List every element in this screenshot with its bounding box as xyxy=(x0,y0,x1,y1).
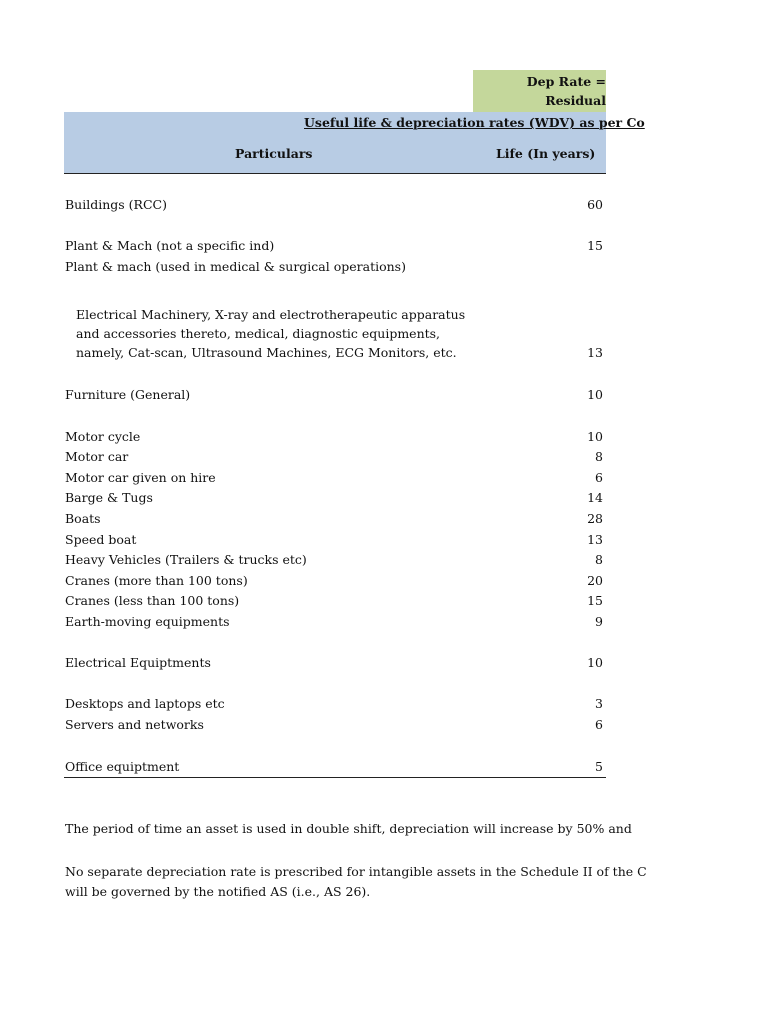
table-row: Cranes (less than 100 tons) xyxy=(65,593,240,608)
table-bottom-border xyxy=(64,777,606,778)
table-row: Heavy Vehicles (Trailers & trucks etc) xyxy=(65,552,307,567)
table-row: Plant & mach (used in medical & surgical operations) xyxy=(65,259,406,274)
row-life: 6 xyxy=(595,470,603,485)
row-life: 20 xyxy=(587,573,603,588)
table-title: Useful life & depreciation rates (WDV) as per Co xyxy=(304,115,645,130)
dep-rate-cell xyxy=(473,70,606,112)
table-row: Electrical Machinery, X-ray and electrotherapeutic apparatus xyxy=(76,307,466,322)
row-life: 6 xyxy=(595,717,603,732)
row-life: 10 xyxy=(587,429,603,444)
row-life: 28 xyxy=(587,511,603,526)
table-header xyxy=(64,112,645,174)
row-life: 9 xyxy=(595,614,603,629)
row-life: 8 xyxy=(595,552,603,567)
table-row: Earth-moving equipments xyxy=(65,614,230,629)
row-life: 15 xyxy=(587,593,603,608)
table-row: Servers and networks xyxy=(65,717,204,732)
table-row: Buildings (RCC) xyxy=(65,197,167,212)
note-intangible-line1: No separate depreciation rate is prescribed for intangible assets in the Schedule II of the C xyxy=(65,864,647,879)
row-life: 10 xyxy=(587,655,603,670)
table-row: Cranes (more than 100 tons) xyxy=(65,573,248,588)
row-life: 13 xyxy=(587,532,603,547)
row-life: 13 xyxy=(587,345,603,360)
table-row: Boats xyxy=(65,511,101,526)
row-life: 10 xyxy=(587,387,603,402)
row-life: 8 xyxy=(595,449,603,464)
column-header-life: Life (In years) xyxy=(496,146,596,161)
table-row: Motor car given on hire xyxy=(65,470,216,485)
table-row: Desktops and laptops etc xyxy=(65,696,225,711)
table-row: Office equiptment xyxy=(65,759,180,774)
table-row: namely, Cat-scan, Ultrasound Machines, ECG Monitors, etc. xyxy=(76,345,457,360)
row-life: 15 xyxy=(587,238,603,253)
dep-rate-label: Dep Rate = xyxy=(526,74,606,89)
row-life: 14 xyxy=(587,490,603,505)
residual-label: Residual xyxy=(545,93,606,108)
row-life: 5 xyxy=(595,759,603,774)
column-header-particulars: Particulars xyxy=(235,146,313,161)
table-row: Barge & Tugs xyxy=(65,490,153,505)
row-life: 3 xyxy=(595,696,603,711)
table-row: and accessories thereto, medical, diagnostic equipments, xyxy=(76,326,441,341)
note-intangible-line2: will be governed by the notified AS (i.e., AS 26). xyxy=(65,884,371,899)
table-row: Speed boat xyxy=(65,532,137,547)
table-row: Electrical Equiptments xyxy=(65,655,211,670)
row-life: 60 xyxy=(587,197,603,212)
table-row: Plant & Mach (not a specific ind) xyxy=(65,238,275,253)
note-double-shift: The period of time an asset is used in double shift, depreciation will increase by 50% and xyxy=(65,821,632,836)
table-row: Motor car xyxy=(65,449,129,464)
table-row: Furniture (General) xyxy=(65,387,191,402)
table-row: Motor cycle xyxy=(65,429,141,444)
